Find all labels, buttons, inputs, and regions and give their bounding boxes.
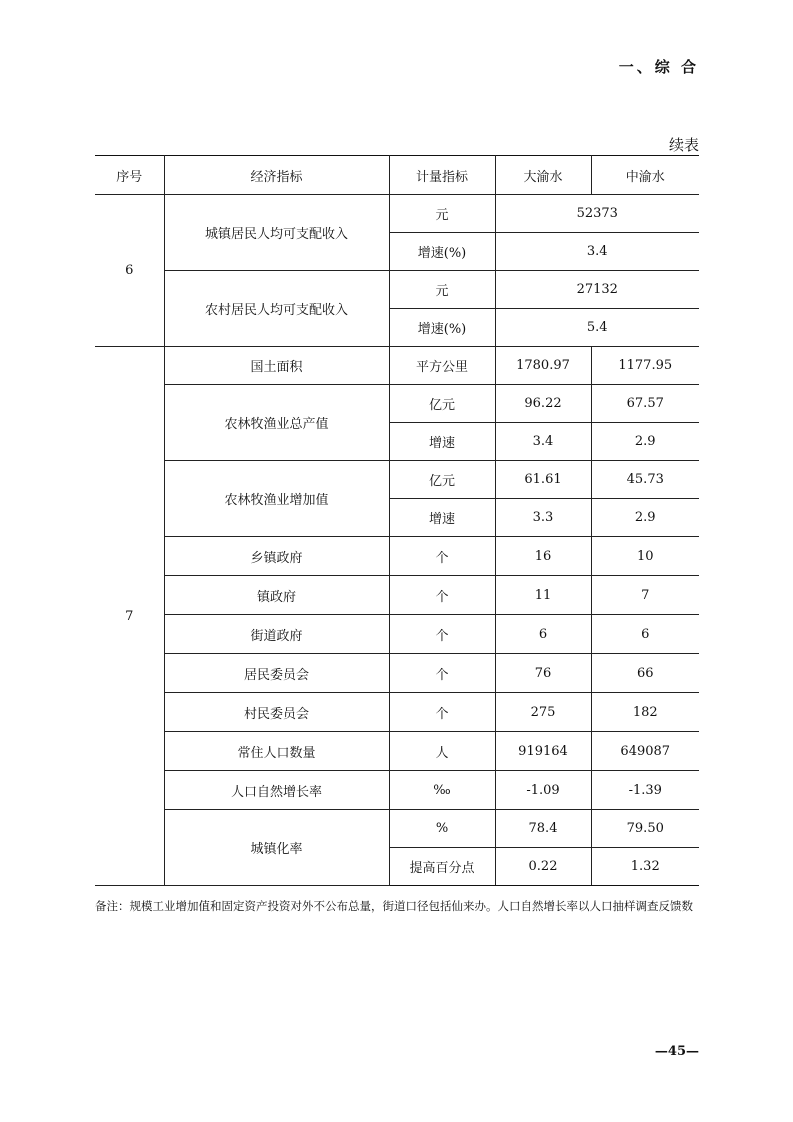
zhongyushui-cell: 2.9 — [591, 423, 699, 461]
zhongyushui-cell: 649087 — [591, 732, 699, 771]
table-row — [95, 385, 699, 423]
col-header-indicator: 经济指标 — [164, 156, 389, 195]
unit-cell: 亿元 — [389, 461, 495, 499]
indicator-cell: 乡镇政府 — [164, 537, 389, 576]
dayushui-cell: 919164 — [495, 732, 591, 771]
table-row — [95, 771, 699, 810]
indicator-cell: 常住人口数量 — [164, 732, 389, 771]
unit-cell: ‰ — [389, 771, 495, 810]
table-row — [95, 195, 699, 233]
zhongyushui-cell: 182 — [591, 693, 699, 732]
unit-cell: 增速(%) — [389, 233, 495, 271]
dayushui-cell: 1780.97 — [495, 347, 591, 385]
indicator-cell: 国土面积 — [164, 347, 389, 385]
zhongyushui-cell: 1177.95 — [591, 347, 699, 385]
seq-cell: 7 — [95, 347, 164, 886]
unit-cell: 元 — [389, 195, 495, 233]
table-row — [95, 347, 699, 385]
unit-cell: 个 — [389, 576, 495, 615]
dayushui-cell: 3.3 — [495, 499, 591, 537]
unit-cell: 亿元 — [389, 385, 495, 423]
dayushui-cell: 78.4 — [495, 810, 591, 848]
dayushui-cell: 11 — [495, 576, 591, 615]
section-title: 一、综 合 — [618, 58, 699, 76]
table-header-row — [95, 156, 699, 195]
statistics-table — [95, 155, 699, 886]
page-number: —45— — [654, 1044, 699, 1059]
zhongyushui-cell: 66 — [591, 654, 699, 693]
indicator-cell: 农林牧渔业总产值 — [164, 385, 389, 461]
indicator-cell: 城镇化率 — [164, 810, 389, 886]
unit-cell: 个 — [389, 654, 495, 693]
zhongyushui-cell: 67.57 — [591, 385, 699, 423]
indicator-cell: 居民委员会 — [164, 654, 389, 693]
dayushui-cell: 96.22 — [495, 385, 591, 423]
unit-cell: 个 — [389, 615, 495, 654]
zhongyushui-cell: 45.73 — [591, 461, 699, 499]
dayushui-cell: 275 — [495, 693, 591, 732]
unit-cell: 增速 — [389, 423, 495, 461]
zhongyushui-cell: 6 — [591, 615, 699, 654]
unit-cell: 增速 — [389, 499, 495, 537]
value-cell: 27132 — [495, 271, 699, 309]
indicator-cell: 村民委员会 — [164, 693, 389, 732]
unit-cell: 个 — [389, 537, 495, 576]
continued-label: 续表 — [668, 136, 699, 154]
indicator-cell: 人口自然增长率 — [164, 771, 389, 810]
dayushui-cell: 3.4 — [495, 423, 591, 461]
indicator-cell: 农林牧渔业增加值 — [164, 461, 389, 537]
table-row — [95, 810, 699, 848]
seq-cell: 6 — [95, 195, 164, 347]
indicator-cell: 城镇居民人均可支配收入 — [164, 195, 389, 271]
indicator-cell: 镇政府 — [164, 576, 389, 615]
table-row — [95, 732, 699, 771]
table-row — [95, 615, 699, 654]
value-cell: 5.4 — [495, 309, 699, 347]
table-row — [95, 576, 699, 615]
zhongyushui-cell: 7 — [591, 576, 699, 615]
zhongyushui-cell: 10 — [591, 537, 699, 576]
unit-cell: 元 — [389, 271, 495, 309]
col-header-seq: 序号 — [95, 156, 164, 195]
table-row — [95, 654, 699, 693]
unit-cell: 个 — [389, 693, 495, 732]
zhongyushui-cell: 79.50 — [591, 810, 699, 848]
unit-cell: 人 — [389, 732, 495, 771]
indicator-cell: 街道政府 — [164, 615, 389, 654]
unit-cell: 提高百分点 — [389, 848, 495, 886]
table-row — [95, 461, 699, 499]
unit-cell: % — [389, 810, 495, 848]
table-row — [95, 271, 699, 309]
dayushui-cell: -1.09 — [495, 771, 591, 810]
zhongyushui-cell: -1.39 — [591, 771, 699, 810]
dayushui-cell: 76 — [495, 654, 591, 693]
unit-cell: 平方公里 — [389, 347, 495, 385]
col-header-dayushui: 大渝水 — [495, 156, 591, 195]
value-cell: 3.4 — [495, 233, 699, 271]
col-header-unit: 计量指标 — [389, 156, 495, 195]
table-row — [95, 537, 699, 576]
dayushui-cell: 6 — [495, 615, 591, 654]
dayushui-cell: 61.61 — [495, 461, 591, 499]
zhongyushui-cell: 2.9 — [591, 499, 699, 537]
col-header-zhongyushui: 中渝水 — [591, 156, 699, 195]
dayushui-cell: 16 — [495, 537, 591, 576]
indicator-cell: 农村居民人均可支配收入 — [164, 271, 389, 347]
unit-cell: 增速(%) — [389, 309, 495, 347]
footnote: 备注：规模工业增加值和固定资产投资对外不公布总量，街道口径包括仙来办。人口自然增长率以人口抽样调查反馈数 — [95, 899, 693, 913]
zhongyushui-cell: 1.32 — [591, 848, 699, 886]
dayushui-cell: 0.22 — [495, 848, 591, 886]
value-cell: 52373 — [495, 195, 699, 233]
table-row — [95, 693, 699, 732]
